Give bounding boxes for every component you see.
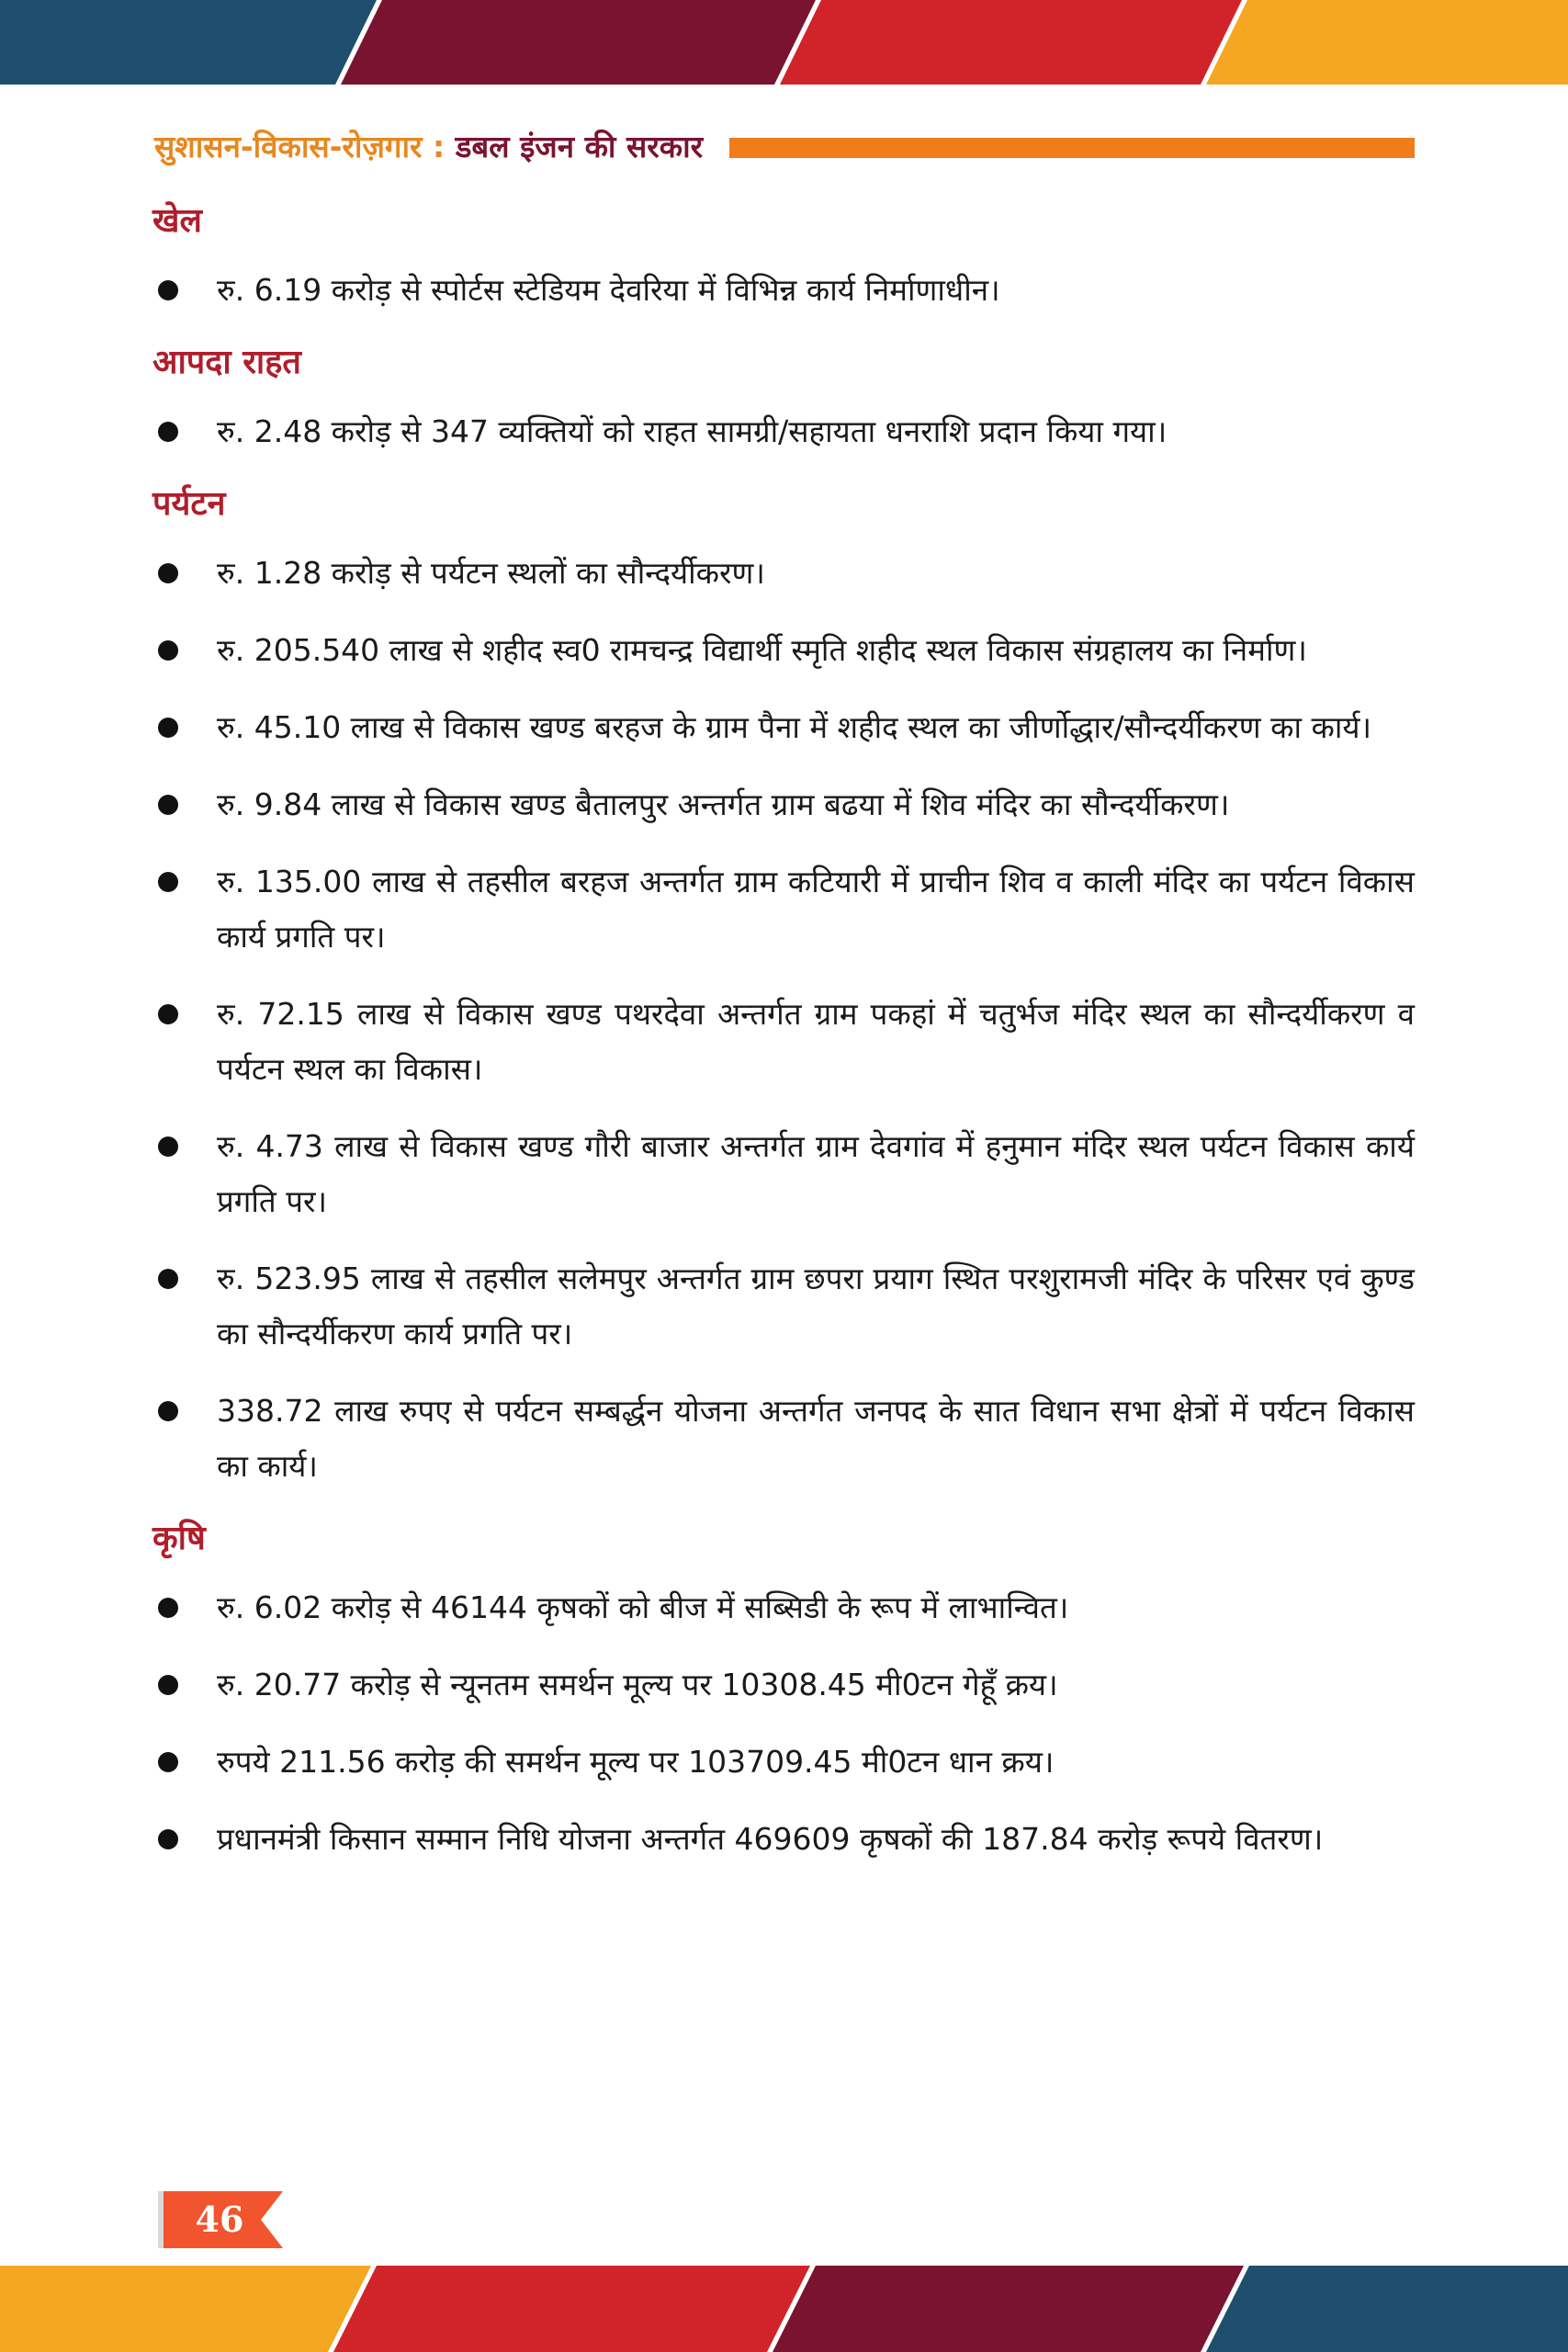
bullet-icon	[158, 872, 178, 892]
bullet-icon	[158, 1004, 178, 1024]
bullet-icon	[158, 280, 178, 300]
header-rule	[729, 138, 1415, 158]
bullet-icon	[158, 1598, 178, 1618]
bullet-icon	[158, 422, 178, 442]
list-item	[152, 854, 1415, 965]
list-item	[152, 263, 1415, 318]
list-item-text: रुपये 211.56 करोड़ की समर्थन मूल्य पर 103709.45 मी0टन धान क्रय।	[217, 1744, 1055, 1780]
list-item	[152, 700, 1415, 755]
header-title-part1: सुशासन-विकास-रोज़गार :	[154, 129, 456, 164]
header-title	[154, 125, 703, 169]
list-item-text: रु. 72.15 लाख से विकास खण्ड पथरदेवा अन्तर्गत ग्राम पकहां में चतुर्भज मंदिर स्थल का सौन्दर्यीकरण व पर्यटन स्थल का विकास।	[217, 996, 1415, 1087]
list-item	[152, 1580, 1415, 1635]
list-item-text: रु. 135.00 लाख से तहसील बरहज अन्तर्गत ग्राम कटियारी में प्राचीन शिव व काली मंदिर का पर्यटन विकास कार्य प्रगति पर।	[217, 864, 1415, 955]
list-item	[152, 1251, 1415, 1362]
list-item-text: रु. 2.48 करोड़ से 347 व्यक्तियों को राहत सामग्री/सहायता धनराशि प्रदान किया गया।	[217, 413, 1168, 449]
list-item-text: रु. 1.28 करोड़ से पर्यटन स्थलों का सौन्दर्यीकरण।	[217, 555, 765, 591]
list-item	[152, 1812, 1415, 1867]
list-item-text: रु. 20.77 करोड़ से न्यूनतम समर्थन मूल्य पर 10308.45 मी0टन गेहूँ क्रय।	[217, 1667, 1058, 1702]
bullet-icon	[158, 1829, 178, 1849]
list-item	[152, 623, 1415, 678]
list-item-text: रु. 9.84 लाख से विकास खण्ड बैतालपुर अन्तर्गत ग्राम बढया में शिव मंदिर का सौन्दर्यीकरण।	[217, 786, 1230, 822]
list-item-text: रु. 4.73 लाख से विकास खण्ड गौरी बाजार अन्तर्गत ग्राम देवगांव में हनुमान मंदिर स्थल पर्यटन विकास कार्य प्रगति पर।	[217, 1128, 1415, 1219]
header-title-part2: डबल इंजन की सरकार	[455, 129, 704, 164]
list-item-text: रु. 45.10 लाख से विकास खण्ड बरहज के ग्राम पैना में शहीद स्थल का जीर्णोद्धार/सौन्दर्यीकरण का कार्य।	[217, 709, 1372, 745]
page-number: 46	[195, 2199, 244, 2240]
bullet-list	[152, 546, 1415, 1494]
list-item	[152, 1384, 1415, 1494]
section-heading: पर्यटन	[152, 484, 226, 523]
list-item-text: रु. 6.19 करोड़ से स्पोर्टस स्टेडियम देवरिया में विभिन्न कार्य निर्माणाधीन।	[217, 272, 1000, 308]
list-item	[152, 404, 1415, 459]
list-item-text: रु. 205.540 लाख से शहीद स्व0 रामचन्द्र विद्यार्थी स्मृति शहीद स्थल विकास संग्रहालय का निर्माण।	[217, 632, 1307, 668]
page-number-tag	[158, 2191, 283, 2248]
list-item	[152, 1735, 1415, 1790]
section-heading: खेल	[152, 201, 202, 240]
bullet-icon	[158, 1752, 178, 1772]
list-item-text: प्रधानमंत्री किसान सम्मान निधि योजना अन्तर्गत 469609 कृषकों की 187.84 करोड़ रूपये वितरण।	[217, 1821, 1324, 1857]
bullet-icon	[158, 718, 178, 738]
section-heading: कृषि	[152, 1519, 206, 1557]
section-tourism	[152, 481, 1415, 1494]
list-item	[152, 546, 1415, 601]
bullet-icon	[158, 1675, 178, 1695]
page-content	[152, 198, 1415, 1889]
bullet-icon	[158, 563, 178, 583]
bottom-color-band	[0, 2266, 1568, 2352]
list-item	[152, 1657, 1415, 1713]
bullet-icon	[158, 1136, 178, 1157]
section-disaster-relief	[152, 340, 1415, 459]
bullet-icon	[158, 795, 178, 815]
page-header	[154, 125, 1415, 169]
list-item-text: 338.72 लाख रुपए से पर्यटन सम्बर्द्धन योजना अन्तर्गत जनपद के सात विधान सभा क्षेत्रों में पर्यटन विकास का कार्य।	[217, 1393, 1415, 1484]
bullet-list	[152, 1580, 1415, 1867]
section-heading: आपदा राहत	[152, 343, 301, 381]
list-item	[152, 987, 1415, 1097]
list-item-text: रु. 6.02 करोड़ से 46144 कृषकों को बीज में सब्सिडी के रूप में लाभान्वित।	[217, 1589, 1069, 1625]
section-sports	[152, 198, 1415, 318]
list-item	[152, 1119, 1415, 1229]
bullet-icon	[158, 640, 178, 661]
section-agriculture	[152, 1516, 1415, 1867]
top-color-band	[0, 0, 1568, 85]
bullet-list	[152, 263, 1415, 318]
bullet-icon	[158, 1269, 178, 1289]
bullet-icon	[158, 1401, 178, 1421]
list-item-text: रु. 523.95 लाख से तहसील सलेमपुर अन्तर्गत ग्राम छपरा प्रयाग स्थित परशुरामजी मंदिर के परिसर एवं कुण्ड का सौन्दर्यीकरण कार्य प्रगति पर।	[217, 1261, 1415, 1351]
bullet-list	[152, 404, 1415, 459]
list-item	[152, 777, 1415, 832]
